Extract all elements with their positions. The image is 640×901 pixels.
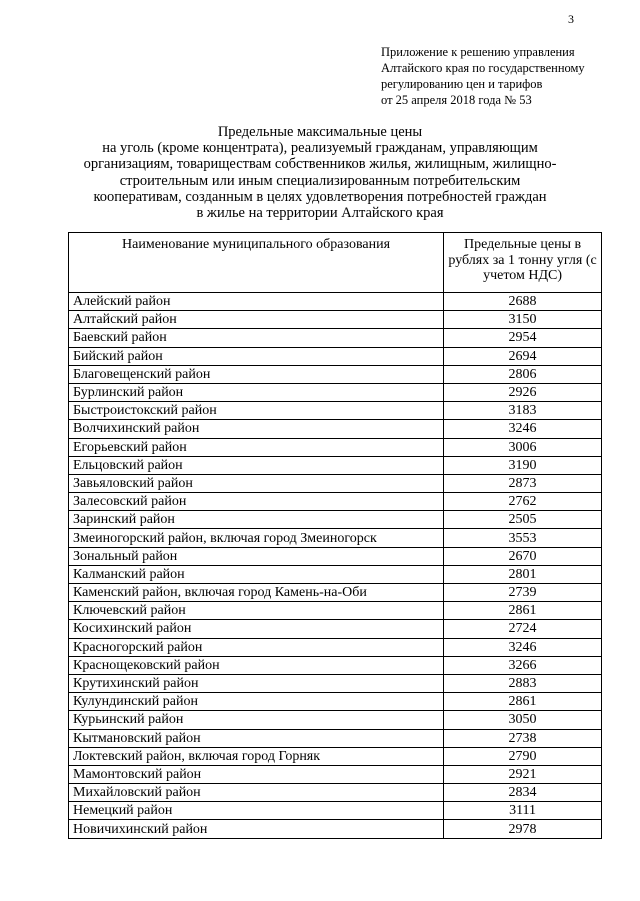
municipality-name-cell: Завьяловский район	[69, 474, 444, 492]
table-row	[69, 329, 602, 347]
table-row	[69, 765, 602, 783]
column-header-price: Предельные цены в рублях за 1 тонну угля (с учетом НДС)	[444, 233, 602, 293]
table-row	[69, 347, 602, 365]
table-row	[69, 529, 602, 547]
price-cell: 3150	[444, 311, 602, 329]
price-cell: 3006	[444, 438, 602, 456]
price-cell: 2724	[444, 620, 602, 638]
municipality-name-cell: Новичихинский район	[69, 820, 444, 838]
table-row	[69, 456, 602, 474]
municipality-name-cell: Крутихинский район	[69, 674, 444, 692]
table-row	[69, 784, 602, 802]
table-row	[69, 365, 602, 383]
price-table	[68, 232, 602, 839]
price-cell: 3111	[444, 802, 602, 820]
title-line: Предельные максимальные цены	[217, 124, 423, 140]
municipality-name-cell: Кытмановский район	[69, 729, 444, 747]
table-row	[69, 729, 602, 747]
price-cell: 3266	[444, 656, 602, 674]
appendix-line: Приложение к решению управления	[381, 45, 575, 59]
price-cell: 2688	[444, 293, 602, 311]
price-cell: 2921	[444, 765, 602, 783]
price-cell: 2790	[444, 747, 602, 765]
appendix-line: Алтайского края по государственному	[381, 61, 585, 75]
table-row	[69, 674, 602, 692]
municipality-name-cell: Волчихинский район	[69, 420, 444, 438]
title-line: в жилье на территории Алтайского края	[196, 205, 444, 222]
price-cell: 2883	[444, 674, 602, 692]
table-row	[69, 293, 602, 311]
table-row	[69, 402, 602, 420]
table-row	[69, 584, 602, 602]
table-row	[69, 747, 602, 765]
table-row	[69, 311, 602, 329]
municipality-name-cell: Ельцовский район	[69, 456, 444, 474]
municipality-name-cell: Калманский район	[69, 565, 444, 583]
price-cell: 2694	[444, 347, 602, 365]
price-cell: 2738	[444, 729, 602, 747]
title-line: кооперативам, созданным в целях удовлетворения потребностей граждан	[93, 188, 547, 205]
municipality-name-cell: Локтевский район, включая город Горняк	[69, 747, 444, 765]
table-row	[69, 656, 602, 674]
municipality-name-cell: Красногорский район	[69, 638, 444, 656]
price-cell: 3553	[444, 529, 602, 547]
municipality-name-cell: Немецкий район	[69, 802, 444, 820]
page-number: 3	[568, 12, 574, 26]
table-body	[69, 293, 602, 839]
price-cell: 3190	[444, 456, 602, 474]
price-cell: 2762	[444, 493, 602, 511]
table-row	[69, 438, 602, 456]
price-cell: 3050	[444, 711, 602, 729]
price-cell: 2873	[444, 474, 602, 492]
price-cell: 3246	[444, 420, 602, 438]
municipality-name-cell: Егорьевский район	[69, 438, 444, 456]
table-row	[69, 602, 602, 620]
table-header-row	[69, 233, 602, 293]
municipality-name-cell: Быстроистокский район	[69, 402, 444, 420]
title-line: строительным или иным специализированным потребительским	[119, 172, 521, 189]
table-row	[69, 693, 602, 711]
municipality-name-cell: Краснощековский район	[69, 656, 444, 674]
table-row	[69, 565, 602, 583]
document-title	[60, 124, 580, 221]
municipality-name-cell: Благовещенский район	[69, 365, 444, 383]
price-cell: 3183	[444, 402, 602, 420]
appendix-note	[381, 44, 631, 108]
appendix-line: регулированию цен и тарифов	[381, 77, 543, 91]
municipality-name-cell: Бурлинский район	[69, 383, 444, 401]
municipality-name-cell: Ключевский район	[69, 602, 444, 620]
table-row	[69, 547, 602, 565]
municipality-name-cell: Алтайский район	[69, 311, 444, 329]
table-row	[69, 511, 602, 529]
title-line: организациям, товариществам собственников жилья, жилищным, жилищно-	[83, 156, 557, 173]
price-cell: 2505	[444, 511, 602, 529]
municipality-name-cell: Алейский район	[69, 293, 444, 311]
table-row	[69, 820, 602, 838]
price-cell: 2978	[444, 820, 602, 838]
municipality-name-cell: Залесовский район	[69, 493, 444, 511]
price-cell: 2954	[444, 329, 602, 347]
municipality-name-cell: Кулундинский район	[69, 693, 444, 711]
table-row	[69, 711, 602, 729]
municipality-name-cell: Зональный район	[69, 547, 444, 565]
table-row	[69, 493, 602, 511]
table-row	[69, 802, 602, 820]
table-row	[69, 383, 602, 401]
column-header-name: Наименование муниципального образования	[69, 233, 444, 293]
price-cell: 2806	[444, 365, 602, 383]
municipality-name-cell: Змеиногорский район, включая город Змеиногорск	[69, 529, 444, 547]
price-cell: 2834	[444, 784, 602, 802]
table-row	[69, 638, 602, 656]
price-cell: 2861	[444, 602, 602, 620]
municipality-name-cell: Баевский район	[69, 329, 444, 347]
price-cell: 2926	[444, 383, 602, 401]
municipality-name-cell: Каменский район, включая город Камень-на-Оби	[69, 584, 444, 602]
price-cell: 2670	[444, 547, 602, 565]
price-cell: 2801	[444, 565, 602, 583]
price-cell: 3246	[444, 638, 602, 656]
municipality-name-cell: Курьинский район	[69, 711, 444, 729]
title-line: на уголь (кроме концентрата), реализуемый гражданам, управляющим	[102, 140, 538, 157]
appendix-line: от 25 апреля 2018 года № 53	[381, 93, 532, 107]
table-row	[69, 420, 602, 438]
table-row	[69, 620, 602, 638]
municipality-name-cell: Косихинский район	[69, 620, 444, 638]
municipality-name-cell: Мамонтовский район	[69, 765, 444, 783]
table-row	[69, 474, 602, 492]
municipality-name-cell: Заринский район	[69, 511, 444, 529]
municipality-name-cell: Бийский район	[69, 347, 444, 365]
municipality-name-cell: Михайловский район	[69, 784, 444, 802]
price-cell: 2861	[444, 693, 602, 711]
price-cell: 2739	[444, 584, 602, 602]
